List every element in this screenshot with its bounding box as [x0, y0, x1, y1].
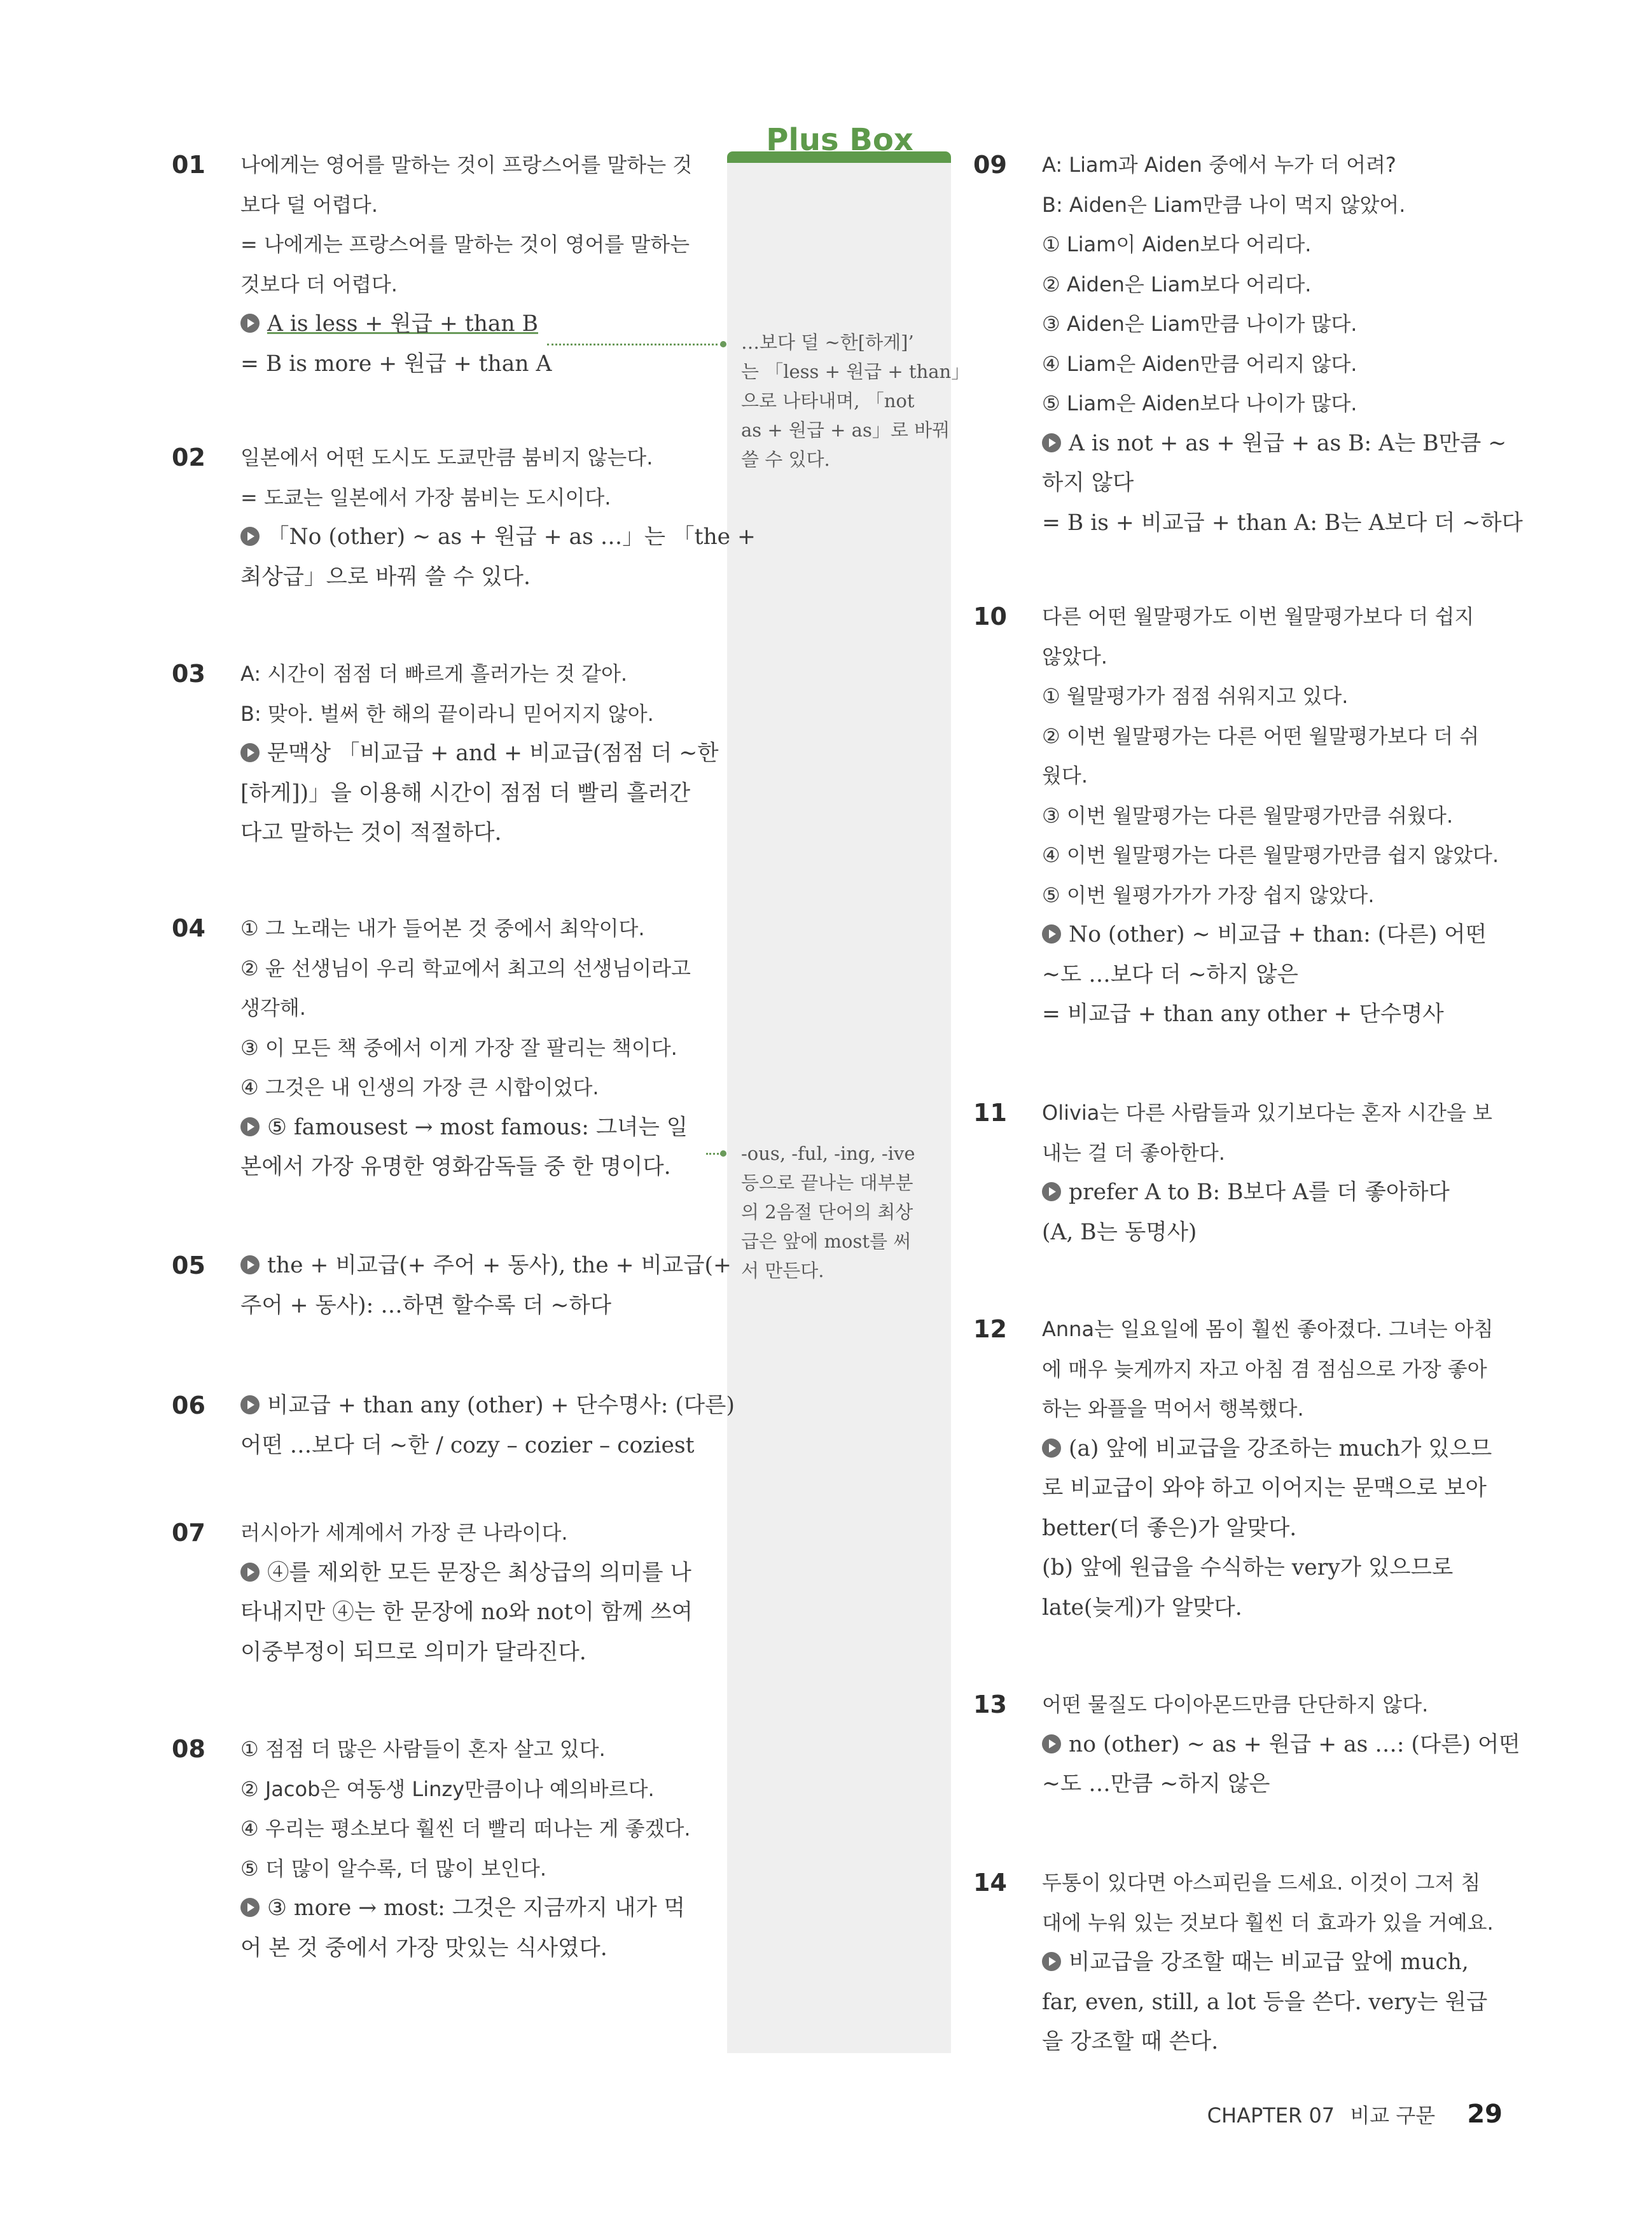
question-05 [172, 1246, 775, 1325]
question-number: 14 [973, 1869, 1007, 1897]
line-text: = 도쿄는 일본에서 가장 붐비는 도시이다. [240, 485, 611, 510]
question-07 [172, 1513, 775, 1672]
question-body [240, 438, 775, 597]
line-text: ⑤ famousest → most famous: 그녀는 일 [267, 1114, 688, 1140]
line-text: ② Jacob은 여동생 Linzy만큼이나 예의바르다. [240, 1776, 655, 1801]
question-number: 10 [973, 603, 1007, 631]
line-text: ① 점점 더 많은 사람들이 혼자 살고 있다. [240, 1737, 606, 1761]
question-body [240, 909, 775, 1187]
line-text: 어 본 것 중에서 가장 맛있는 식사였다. [240, 1935, 607, 1961]
chapter-label: CHAPTER 07 [1207, 2103, 1335, 2128]
explanation-line [240, 1426, 775, 1466]
text-line [1042, 145, 1576, 185]
explanation-line [1042, 1764, 1576, 1804]
text-line [1042, 265, 1576, 305]
line-text: ④ Liam은 Aiden만큼 어리지 않다. [1042, 351, 1357, 376]
line-text: late(늦게)가 알맞다. [1042, 1594, 1242, 1620]
line-text: ⑤ 이번 월평가가가 가장 쉽지 않았다. [1042, 882, 1375, 907]
text-line [240, 694, 775, 734]
line-text: 나에게는 영어를 말하는 것이 프랑스어를 말하는 것 [240, 153, 693, 177]
question-02 [172, 438, 775, 597]
page-footer [1207, 2098, 1503, 2131]
text-line [1042, 676, 1576, 716]
line-text: No (other) ~ 비교급 + than: (다른) 어떤 [1069, 922, 1487, 947]
text-line [240, 185, 775, 225]
play-triangle-icon [1042, 1734, 1061, 1753]
question-number: 11 [973, 1099, 1007, 1127]
play-triangle-icon [240, 1255, 260, 1274]
question-04 [172, 909, 775, 1187]
play-triangle-icon [240, 1563, 260, 1582]
explanation-line [1042, 1468, 1576, 1509]
line-text: [하게])」을 이용해 시간이 점점 더 빨리 흘러간 [240, 780, 691, 806]
explanation-line [240, 344, 775, 384]
section-label: 비교 구문 [1350, 2103, 1436, 2128]
question-10 [973, 597, 1576, 1035]
explanation-line [1042, 503, 1576, 543]
text-line [1042, 1903, 1576, 1943]
question-13 [973, 1685, 1576, 1804]
line-text: 주어 + 동사): …하면 할수록 더 ~하다 [240, 1292, 612, 1318]
text-line [240, 145, 775, 185]
question-number: 13 [973, 1690, 1007, 1718]
question-09 [973, 145, 1576, 543]
explanation-line [240, 1147, 775, 1187]
page-number: 29 [1467, 2100, 1503, 2129]
line-text: ③ 이번 월말평가는 다른 월말평가만큼 쉬웠다. [1042, 803, 1454, 828]
line-text: 일본에서 어떤 도시도 도쿄만큼 붐비지 않는다. [240, 445, 653, 470]
line-text: ④를 제외한 모든 문장은 최상급의 의미를 나 [267, 1559, 691, 1585]
text-line [240, 438, 775, 478]
line-text: A is less + 원급 + than B [267, 311, 538, 337]
play-triangle-icon [240, 1395, 260, 1414]
explanation-line [1042, 2022, 1576, 2062]
question-number: 08 [172, 1735, 205, 1763]
line-text: ② Aiden은 Liam보다 어리다. [1042, 272, 1312, 296]
line-text: 로 비교급이 와야 하고 이어지는 문맥으로 보아 [1042, 1475, 1487, 1501]
question-body [1042, 597, 1576, 1035]
line-text: 비교급 + than any (other) + 단수명사: (다른) [267, 1393, 735, 1418]
question-body [240, 1513, 775, 1672]
line-text: ① Liam이 Aiden보다 어리다. [1042, 232, 1312, 256]
line-text: ② 이번 월말평가는 다른 어떤 월말평가보다 더 쉬 [1042, 723, 1480, 748]
line-text: ⑤ Liam은 Aiden보다 나이가 많다. [1042, 391, 1357, 415]
play-triangle-icon [240, 743, 260, 762]
explanation-line [240, 1928, 775, 1969]
line-text: Olivia는 다른 사람들과 있기보다는 혼자 시간을 보 [1042, 1101, 1492, 1125]
line-text: = 비교급 + than any other + 단수명사 [1042, 1001, 1444, 1027]
explanation-line [240, 1888, 775, 1928]
explanation-line [240, 1553, 775, 1593]
line-text: ① 월말평가가 점점 쉬워지고 있다. [1042, 684, 1349, 708]
question-14 [973, 1863, 1576, 2062]
text-line [240, 225, 775, 265]
line-text: prefer A to B: B보다 A를 더 좋아하다 [1069, 1180, 1450, 1205]
line-text: 을 강조할 때 쓴다. [1042, 2029, 1219, 2054]
line-text: Anna는 일요일에 몸이 훨씬 좋아졌다. 그녀는 아침 [1042, 1317, 1494, 1341]
text-line [1042, 597, 1576, 637]
explanation-line [240, 734, 775, 774]
line-text: B: Aiden은 Liam만큼 나이 먹지 않았어. [1042, 192, 1406, 217]
question-body [240, 1729, 775, 1968]
line-text: 하는 와플을 먹어서 행복했다. [1042, 1397, 1304, 1421]
question-body [240, 1386, 775, 1465]
line-text: 생각해. [240, 996, 306, 1020]
text-line [1042, 1685, 1576, 1725]
line-text: ⑤ 더 많이 알수록, 더 많이 보인다. [240, 1856, 547, 1881]
explanation-line [240, 1633, 775, 1673]
text-line [1042, 225, 1576, 265]
line-text: (a) 앞에 비교급을 강조하는 much가 있으므 [1069, 1435, 1492, 1461]
explanation-line [240, 1246, 775, 1286]
text-line [240, 1729, 775, 1769]
question-number: 04 [172, 914, 205, 942]
explanation-line [1042, 1509, 1576, 1549]
explanation-line [1042, 1942, 1576, 1983]
explanation-line [240, 304, 775, 344]
line-text: 어떤 물질도 다이아몬드만큼 단단하지 않다. [1042, 1692, 1429, 1717]
question-number: 03 [172, 660, 205, 688]
text-line [1042, 1093, 1576, 1133]
line-text: 비교급을 강조할 때는 비교급 앞에 much, [1069, 1949, 1469, 1975]
question-06 [172, 1386, 775, 1465]
line-text: A is not + as + 원급 + as B: A는 B만큼 ~ [1069, 430, 1507, 456]
question-body [240, 654, 775, 853]
question-11 [973, 1093, 1576, 1252]
text-line [1042, 384, 1576, 424]
play-triangle-icon [1042, 1439, 1061, 1458]
question-body [1042, 1863, 1576, 2062]
text-line [240, 909, 775, 949]
question-body [1042, 145, 1576, 543]
line-text: 이중부정이 되므로 의미가 달라진다. [240, 1639, 587, 1665]
line-text: 하지 않다 [1042, 470, 1134, 496]
line-text: ② 윤 선생님이 우리 학교에서 최고의 선생님이라고 [240, 956, 691, 980]
text-line [1042, 796, 1576, 836]
question-number: 12 [973, 1315, 1007, 1343]
line-text: 대에 누워 있는 것보다 훨씬 더 효과가 있을 거예요. [1042, 1910, 1494, 1935]
text-line [240, 654, 775, 694]
line-text: (A, B는 동명사) [1042, 1219, 1197, 1245]
text-line [240, 949, 775, 989]
line-text: 러시아가 세계에서 가장 큰 나라이다. [240, 1521, 568, 1545]
line-text: ④ 우리는 평소보다 훨씬 더 빨리 떠나는 게 좋겠다. [240, 1816, 691, 1841]
text-line [240, 478, 775, 518]
play-triangle-icon [240, 1898, 260, 1917]
question-body [240, 1246, 775, 1325]
line-text: ③ Aiden은 Liam만큼 나이가 많다. [1042, 312, 1357, 336]
play-triangle-icon [1042, 924, 1061, 944]
explanation-line [240, 774, 775, 814]
play-triangle-icon [1042, 433, 1061, 452]
text-line [1042, 1309, 1576, 1349]
line-text: ④ 그것은 내 인생의 가장 큰 시합이었다. [240, 1075, 599, 1099]
line-text: 에 매우 늦게까지 자고 아침 겸 점심으로 가장 좋아 [1042, 1356, 1487, 1381]
explanation-line [1042, 1213, 1576, 1253]
line-text: ~도 …만큼 ~하지 않은 [1042, 1771, 1270, 1797]
line-text: 다른 어떤 월말평가도 이번 월말평가보다 더 쉽지 [1042, 604, 1475, 629]
explanation-line [1042, 915, 1576, 955]
text-line [1042, 185, 1576, 225]
line-text: 두통이 있다면 아스피린을 드세요. 이것이 그저 침 [1042, 1871, 1481, 1895]
explanation-line [1042, 463, 1576, 503]
text-line [1042, 716, 1576, 756]
line-text: 내는 걸 더 좋아한다. [1042, 1140, 1225, 1165]
text-line [1042, 1863, 1576, 1903]
line-text: ③ more → most: 그것은 지금까지 내가 먹 [267, 1895, 685, 1921]
text-line [240, 988, 775, 1028]
line-text: 보다 덜 어렵다. [240, 192, 378, 217]
text-line [240, 1513, 775, 1553]
explanation-line [240, 1592, 775, 1633]
line-text: ③ 이 모든 책 중에서 이게 가장 잘 팔리는 책이다. [240, 1035, 677, 1060]
line-text: the + 비교급(+ 주어 + 동사), the + 비교급(+ [267, 1253, 732, 1278]
explanation-line [1042, 994, 1576, 1035]
question-body [1042, 1685, 1576, 1804]
text-line [240, 1849, 775, 1889]
question-01 [172, 145, 775, 384]
explanation-line [1042, 1548, 1576, 1588]
text-line [240, 1028, 775, 1068]
line-text: = B is + 비교급 + than A: B는 A보다 더 ~하다 [1042, 510, 1523, 536]
explanation-line [240, 1386, 775, 1426]
line-text: A: 시간이 점점 더 빠르게 흘러가는 것 같아. [240, 662, 628, 686]
question-body [1042, 1309, 1576, 1627]
text-line [240, 265, 775, 305]
explanation-line [240, 517, 775, 557]
line-text: ~도 …보다 더 ~하지 않은 [1042, 961, 1298, 987]
line-text: 다고 말하는 것이 적절하다. [240, 820, 502, 846]
explanation-line [1042, 955, 1576, 995]
explanation-line [1042, 1725, 1576, 1765]
text-line [240, 1769, 775, 1809]
plus-box-note-2: -ous, -ful, -ing, -ive 등으로 끝나는 대부분 의 2음절 단어의 최상 급은 앞에 most를 써 서 만든다. [741, 1143, 915, 1281]
line-text: = 나에게는 프랑스어를 말하는 것이 영어를 말하는 [240, 232, 690, 256]
line-text: better(더 좋은)가 알맞다. [1042, 1515, 1297, 1541]
text-line [1042, 1389, 1576, 1429]
question-number: 01 [172, 151, 205, 179]
text-line [1042, 875, 1576, 916]
play-triangle-icon [1042, 1952, 1061, 1971]
line-text: (b) 앞에 원급을 수식하는 very가 있으므로 [1042, 1555, 1454, 1580]
text-line [1042, 835, 1576, 875]
play-triangle-icon [240, 527, 260, 546]
text-line [1042, 756, 1576, 796]
line-text: ④ 이번 월말평가는 다른 월말평가만큼 쉽지 않았다. [1042, 843, 1499, 867]
text-line [1042, 1133, 1576, 1173]
line-text: 어떤 …보다 더 ~한 / cozy – cozier – coziest [240, 1432, 695, 1458]
line-text: far, even, still, a lot 등을 쓴다. very는 원급 [1042, 1989, 1488, 2015]
question-03 [172, 654, 775, 853]
question-body [1042, 1093, 1576, 1252]
explanation-line [1042, 424, 1576, 464]
line-text: 문맥상 「비교급 + and + 비교급(점점 더 ~한 [267, 741, 719, 766]
explanation-line [1042, 1429, 1576, 1469]
question-number: 02 [172, 443, 205, 471]
question-number: 07 [172, 1519, 205, 1547]
text-line [240, 1068, 775, 1108]
question-number: 05 [172, 1251, 205, 1279]
line-text: 것보다 더 어렵다. [240, 272, 398, 296]
text-line [1042, 344, 1576, 384]
explanation-line [240, 557, 775, 597]
line-text: = B is more + 원급 + than A [240, 351, 552, 377]
question-number: 09 [973, 151, 1007, 179]
play-triangle-icon [1042, 1182, 1061, 1201]
line-text: 않았다. [1042, 644, 1107, 669]
explanation-line [1042, 1983, 1576, 2023]
explanation-line [1042, 1588, 1576, 1628]
text-line [1042, 637, 1576, 677]
question-body [240, 145, 775, 384]
explanation-line [240, 1108, 775, 1148]
plus-box-title: Plus Box [766, 122, 913, 158]
play-triangle-icon [240, 314, 260, 333]
question-08 [172, 1729, 775, 1968]
question-12 [973, 1309, 1576, 1627]
line-text: 웠다. [1042, 763, 1088, 788]
text-line [240, 1809, 775, 1849]
text-line [1042, 304, 1576, 344]
line-text: 타내지만 ④는 한 문장에 no와 not이 함께 쓰여 [240, 1599, 693, 1625]
text-line [1042, 1349, 1576, 1390]
line-text: ① 그 노래는 내가 들어본 것 중에서 최악이다. [240, 916, 645, 940]
explanation-line [1042, 1173, 1576, 1213]
line-text: 「No (other) ~ as + 원급 + as …」는 「the + [267, 524, 756, 550]
explanation-line [240, 813, 775, 853]
plus-box-note-1: …보다 덜 ~한[하게]’ 는 「less + 원급 + than」 으로 나타내며, 「not as + 원급 + as」로 바꿔 쓸 수 있다. [741, 331, 970, 470]
line-text: B: 맞아. 벌써 한 해의 끝이라니 믿어지지 않아. [240, 701, 654, 726]
question-number: 06 [172, 1391, 205, 1419]
line-text: 최상급」으로 바꿔 쓸 수 있다. [240, 564, 531, 590]
line-text: 본에서 가장 유명한 영화감독들 중 한 명이다. [240, 1154, 671, 1180]
line-text: A: Liam과 Aiden 중에서 누가 더 어려? [1042, 153, 1396, 177]
explanation-line [240, 1286, 775, 1326]
line-text: no (other) ~ as + 원급 + as …: (다른) 어떤 [1069, 1731, 1520, 1757]
play-triangle-icon [240, 1117, 260, 1136]
